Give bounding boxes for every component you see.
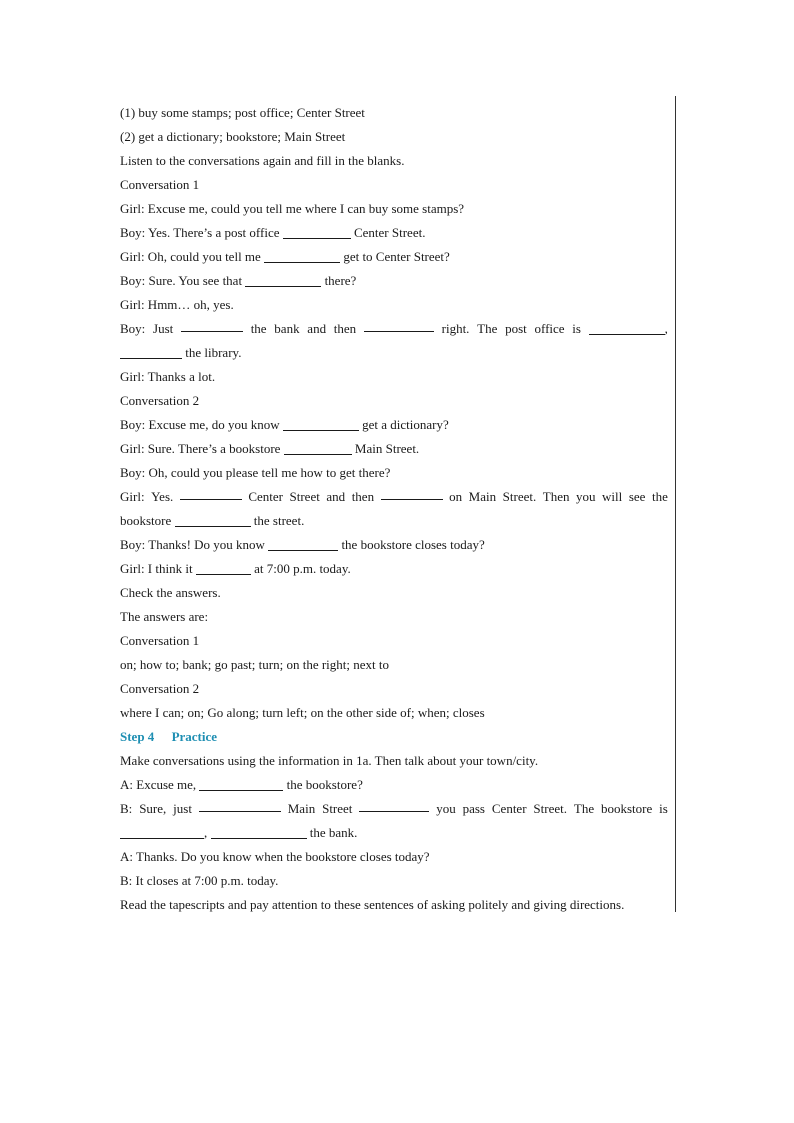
dialogue-line: Girl: Hmm… oh, yes. [120, 297, 234, 312]
fill-blank[interactable] [283, 224, 351, 239]
dialogue-line-justified [120, 485, 668, 509]
dialogue-line [120, 245, 668, 269]
text-segment: the bookstore? [286, 777, 363, 792]
text-segment: the bank. [309, 825, 358, 840]
dialogue-line [120, 557, 668, 581]
text-segment: Girl: Sure. There’s a bookstore [120, 441, 281, 456]
step-heading [120, 725, 668, 749]
word: Street [289, 489, 320, 504]
fill-blank[interactable] [120, 824, 204, 839]
word: , [664, 321, 668, 336]
lesson-content [120, 101, 668, 917]
fill-blank[interactable] [211, 824, 307, 839]
text-line: (2) get a dictionary; bookstore; Main Street [120, 129, 346, 144]
blank-with-comma [589, 317, 668, 341]
dialogue-line: Girl: Excuse me, could you tell me where I can buy some stamps? [120, 201, 465, 216]
fill-blank[interactable] [284, 440, 352, 455]
instruction-line: Check the answers. [120, 585, 221, 600]
dialogue-line: B: It closes at 7:00 p.m. today. [120, 873, 279, 888]
word: pass [462, 801, 485, 816]
conversation-label: Conversation 2 [120, 393, 200, 408]
text-segment: the street. [253, 513, 305, 528]
word: you [576, 489, 596, 504]
step-number: Step 4 [120, 729, 155, 744]
word: Then [542, 489, 570, 504]
word: post [505, 321, 527, 336]
word: just [173, 801, 192, 816]
text-segment: the library. [185, 345, 242, 360]
fill-blank[interactable] [264, 248, 340, 263]
conversation-label: Conversation 2 [120, 681, 200, 696]
word: Main [468, 489, 497, 504]
fill-blank[interactable] [268, 536, 338, 551]
fill-blank[interactable] [381, 485, 443, 500]
fill-blank[interactable] [359, 797, 429, 812]
fill-blank[interactable] [120, 344, 182, 359]
text-segment: A: Excuse me, [120, 777, 197, 792]
instruction-line: Read the tapescripts and pay attention to these sentences of asking politely and giving directions. [120, 897, 625, 912]
word: then [333, 321, 357, 336]
word: office [534, 321, 565, 336]
word: is [572, 321, 581, 336]
text-segment: Center Street. [353, 225, 426, 240]
fill-blank[interactable] [245, 272, 321, 287]
dialogue-line [120, 221, 668, 245]
word: Girl: [120, 489, 145, 504]
word: the [250, 321, 267, 336]
word: Street. [533, 801, 567, 816]
text-segment: Boy: Thanks! Do you know [120, 537, 265, 552]
instruction-line: Make conversations using the information in 1a. Then talk about your town/city. [120, 753, 539, 768]
text-segment: get a dictionary? [362, 417, 449, 432]
table-border-right [675, 96, 676, 912]
dialogue-line [120, 341, 668, 365]
word: The [573, 801, 595, 816]
word: on [449, 489, 463, 504]
fill-blank[interactable] [589, 320, 665, 335]
word: Yes. [151, 489, 174, 504]
text-segment: Main Street. [354, 441, 420, 456]
step-title: Practice [171, 729, 218, 744]
conversation-label: Conversation 1 [120, 633, 200, 648]
text-line: (1) buy some stamps; post office; Center Street [120, 105, 365, 120]
instruction-line: Listen to the conversations again and fill in the blanks. [120, 153, 405, 168]
word: then [351, 489, 375, 504]
dialogue-line [120, 509, 668, 533]
dialogue-line [120, 269, 668, 293]
dialogue-line [120, 413, 668, 437]
dialogue-line [120, 533, 668, 557]
dialogue-line: Boy: Oh, could you please tell me how to get there? [120, 465, 391, 480]
fill-blank[interactable] [181, 317, 243, 332]
text-segment: Girl: Oh, could you tell me [120, 249, 261, 264]
word: and [307, 321, 327, 336]
word: Street. [502, 489, 537, 504]
dialogue-line: A: Thanks. Do you know when the bookstore closes today? [120, 849, 430, 864]
dialogue-line [120, 773, 668, 797]
dialogue-line: Girl: Thanks a lot. [120, 369, 216, 384]
text-segment: bookstore [120, 513, 172, 528]
answer-line: on; how to; bank; go past; turn; on the right; next to [120, 657, 390, 672]
fill-blank[interactable] [196, 560, 251, 575]
dialogue-line [120, 437, 668, 461]
text-segment: Boy: Excuse me, do you know [120, 417, 280, 432]
word: The [477, 321, 498, 336]
dialogue-line [120, 821, 668, 845]
text-segment: there? [324, 273, 357, 288]
word: right. [441, 321, 470, 336]
word: Street [322, 801, 353, 816]
dialogue-line-justified [120, 797, 668, 821]
word: B: [120, 801, 133, 816]
word: Center [248, 489, 283, 504]
text-segment: at 7:00 p.m. today. [254, 561, 351, 576]
text-segment: Boy: Yes. There’s a post office [120, 225, 280, 240]
word: Sure, [139, 801, 167, 816]
text-segment: get to Center Street? [343, 249, 450, 264]
word: will [602, 489, 623, 504]
text-segment: Boy: Sure. You see that [120, 273, 243, 288]
word: and [326, 489, 346, 504]
word: is [659, 801, 668, 816]
fill-blank[interactable] [175, 512, 251, 527]
fill-blank[interactable] [199, 797, 281, 812]
fill-blank[interactable] [180, 485, 242, 500]
word: the [651, 489, 668, 504]
word: bank [274, 321, 300, 336]
word: Center [491, 801, 527, 816]
word: Boy: [120, 321, 146, 336]
word: you [436, 801, 456, 816]
text-line: The answers are: [120, 609, 209, 624]
text-segment: , [204, 825, 208, 840]
word: Just [153, 321, 174, 336]
text-segment: the bookstore closes today? [341, 537, 485, 552]
word: see [628, 489, 646, 504]
answer-line: where I can; on; Go along; turn left; on the other side of; when; closes [120, 705, 485, 720]
word: bookstore [601, 801, 653, 816]
dialogue-line-justified [120, 317, 668, 341]
text-segment: Girl: I think it [120, 561, 193, 576]
conversation-label: Conversation 1 [120, 177, 200, 192]
word: Main [287, 801, 316, 816]
fill-blank[interactable] [283, 416, 359, 431]
fill-blank[interactable] [199, 776, 283, 791]
fill-blank[interactable] [364, 317, 434, 332]
